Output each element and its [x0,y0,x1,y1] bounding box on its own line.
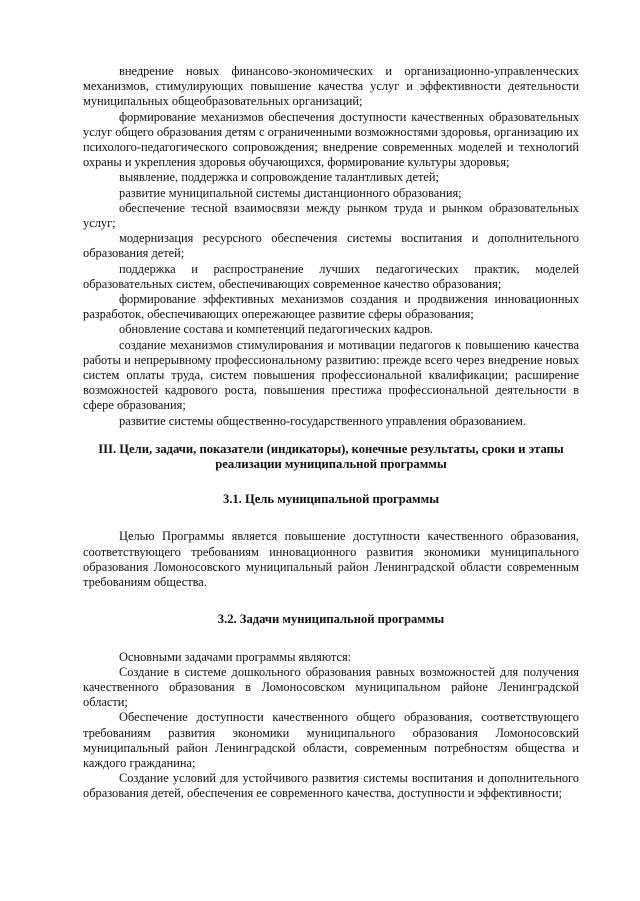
list-item: модернизация ресурсного обеспечения системы воспитания и дополнительного образования детей; [83,231,579,261]
list-item: обеспечение тесной взаимосвязи между рынком труда и рынком образовательных услуг; [83,200,579,231]
section-heading: III. Цели, задачи, показатели (индикаторы), конечные результаты, сроки и этапы реализации муниципальной программы [98,441,564,472]
list-item: Создание условий для устойчивого развития системы воспитания и дополнительного образования детей, обеспечения ее современного качества, доступности и эффективности; [83,771,579,801]
list-item: Обеспечение доступности качественного общего образования, соответствующего требованиям развития экономики муниципального образования Ломоносовский муниципальный район Ленинградской области, современным потребностям общества и каждого гражданина; [83,710,579,770]
list-item: формирование эффективных механизмов создания и продвижения инновационных разработок, обеспечивающих опережающее развитие сферы образования; [83,292,579,322]
list-item: формирование механизмов обеспечения доступности качественных образовательных услуг общего образования детям с ограниченными возможностями здоровья, организацию их психолого-педагогического сопровождения; внедрение современных моделей и технологий охраны и укрепления здоровья обучающихся, формирование культуры здоровья; [83,109,579,170]
list-item: выявление, поддержка и сопровождение талантливых детей; [119,170,439,185]
measures-list [83,64,579,429]
list-item: внедрение новых финансово-экономических и организационно-управленческих механизмов, стимулирующих повышение качества услуг и эффективности деятельности муниципальных общеобразовательных организаций; [83,64,579,109]
list-item: Основными задачами программы являются: [119,649,352,664]
list-item: обновление состава и компетенций педагогических кадров. [119,322,433,337]
document-page [83,64,579,802]
subsection-heading-goal: 3.1. Цель муниципальной программы [222,492,440,507]
list-item: развитие системы общественно-государственного управления образованием. [119,413,526,428]
list-item: создание механизмов стимулирования и мотивации педагогов к повышению качества работы и непрерывному профессиональному развитию: прежде всего через внедрение новых систем оплаты труда, систем повышения профессиональной квалификации; расширение возможностей кадрового роста, повышения престижа профессиональной деятельности в сфере образования; [83,337,579,413]
goal-paragraph: Целью Программы является повышение доступности качественного образования, соответствующего требованиям инновационного развития экономики муниципального образования Ломоносовского муниципальный район Ленинградской области современным требованиям общества. [83,529,579,590]
list-item: Создание в системе дошкольного образования равных возможностей для получения качественного образования в Ломоносовском муниципальном районе Ленинградской области; [83,664,579,710]
list-item: поддержка и распространение лучших педагогических практик, моделей образовательных систем, обеспечивающих современное качество образования; [83,261,579,291]
list-item: развитие муниципальной системы дистанционного образования; [119,185,462,200]
subsection-heading-tasks: 3.2. Задачи муниципальной программы [217,612,445,627]
tasks-list [83,650,579,802]
